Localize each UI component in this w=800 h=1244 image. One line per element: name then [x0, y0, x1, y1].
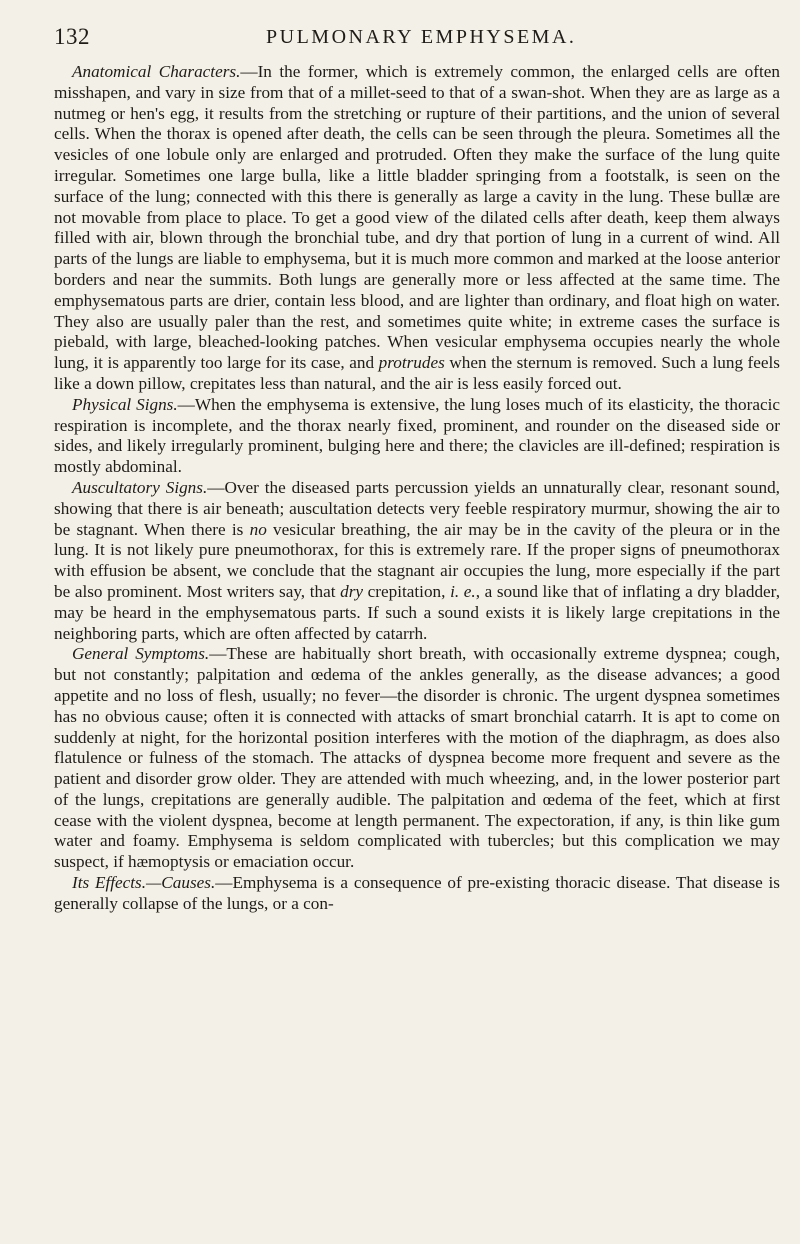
paragraph-text: crepitation,	[363, 581, 451, 601]
paragraph	[54, 395, 780, 478]
paragraph	[54, 478, 780, 644]
paragraph-text: —These are habitually short breath, with occasionally extreme dyspnea; cough, but not constantly; palpitation and œdema of the ankles generally, as the disease advances; a good appetite and no loss of flesh, usually; no fever—the disorder is chronic. The urgent dyspnea sometimes has no obvious cause; often it is connected with attacks of smart bronchial catarrh. It is apt to come on suddenly at night, for the horizontal position interferes with the motion of the diaphragm, as does also flatulence or fulness of the stomach. The attacks of dyspnea become more frequent and severe as the patient and disorder grow older. They are attended with much wheezing, and, in the lower posterior part of the lungs, crepitations are generally audible. The palpitation and œdema of the feet, which at first cease with the violent dyspnea, become at length permanent. The expectoration, if any, is thin like gum water and foamy. Emphysema is seldom complicated with tubercles; but this complication we may suspect, if hæmoptysis or emaciation occur.	[54, 644, 780, 872]
paragraph	[54, 644, 780, 873]
paragraph-text: , a sound like that of inflating a dry bladder, may be heard in the emphysematous parts. If such a sound exists it is likely large crepitations in the neighboring parts, which are often affected by catarrh.	[54, 581, 781, 643]
paragraph-text: —When the emphysema is extensive, the lung loses much of its elasticity, the thoracic respiration is incomplete, and the thorax nearly fixed, prominent, and rounder on the diseased side or sides, and likely irregularly prominent, bulging here and there; the clavicles are ill-defined; respiration is mostly abdominal.	[54, 394, 780, 477]
paragraph	[54, 62, 780, 395]
section-heading: Auscultatory Signs.	[72, 477, 208, 497]
paragraph-text: —Emphysema is a consequence of pre-existing thoracic disease. That disease is generally collapse of the lungs, or a con-	[54, 873, 780, 913]
emphasized-text: no	[249, 519, 267, 539]
running-head: PULMONARY EMPHYSEMA.	[266, 26, 577, 48]
body-text	[54, 62, 780, 915]
paragraph	[54, 873, 780, 915]
section-heading: Physical Signs.	[72, 394, 178, 414]
section-heading: Its Effects.—Causes.	[72, 873, 216, 893]
paragraph-text: —In the former, which is extremely common, the enlarged cells are often misshapen, and vary in size from that of a millet-seed to that of a swan-shot. When they are as large as a nutmeg or hen's egg, it results from the stretching or rupture of their partitions, and the union of several cells. When the thorax is opened after death, the cells can be seen through the pleura. Sometimes all the vesicles of one lobule only are enlarged and protruded. Often they make the surface of the lung quite irregular. Sometimes one large bulla, like a little bladder springing from a footstalk, is seen on the surface of the lung; connected with this there is generally as large a cavity in the lung. These bullæ are not movable from place to place. To get a good view of the dilated cells after death, keep them always filled with air, blown through the bronchial tube, and dry that portion of lung in a current of wind. All parts of the lungs are liable to emphysema, but it is much more common and marked at the loose anterior borders and near the summits. Both lungs are generally more or less affected at the same time. The emphysematous parts are drier, contain less blood, and are lighter than ordinary, and float high on water. They also are usually paler than the rest, and sometimes quite white; in extreme cases the surface is piebald, with large, bleached-looking patches. When vesicular emphysema occupies nearly the whole lung, it is apparently too large for its case, and	[54, 62, 780, 373]
emphasized-text: dry	[340, 581, 364, 601]
page-header	[54, 10, 772, 50]
page-number: 132	[54, 24, 90, 49]
emphasized-text: i. e.	[450, 581, 476, 601]
section-heading: General Symptoms.	[72, 644, 210, 664]
paragraph-text: vesicular breathing, the air may be in the cavity of the pleura or in the lung. It is not likely pure pneumothorax, for this is extremely rare. If the proper signs of pneumothorax with effusion be absent, we conclude that the stagnant air occupies the lung, more especially if the part be also prominent. Most writers say, that	[54, 519, 781, 601]
paragraph-text: —Over the diseased parts percussion yields an unnaturally clear, resonant sound, showing that there is air beneath; auscultation detects very feeble respiratory murmur, showing the air to be stagnant. When there is	[54, 477, 780, 539]
emphasized-text: protrudes	[378, 353, 445, 373]
section-heading: Anatomical Characters.	[72, 62, 241, 81]
paragraph-text: when the sternum is removed. Such a lung feels like a down pillow, crepitates less than natural, and the air is less easily forced out.	[54, 353, 781, 393]
